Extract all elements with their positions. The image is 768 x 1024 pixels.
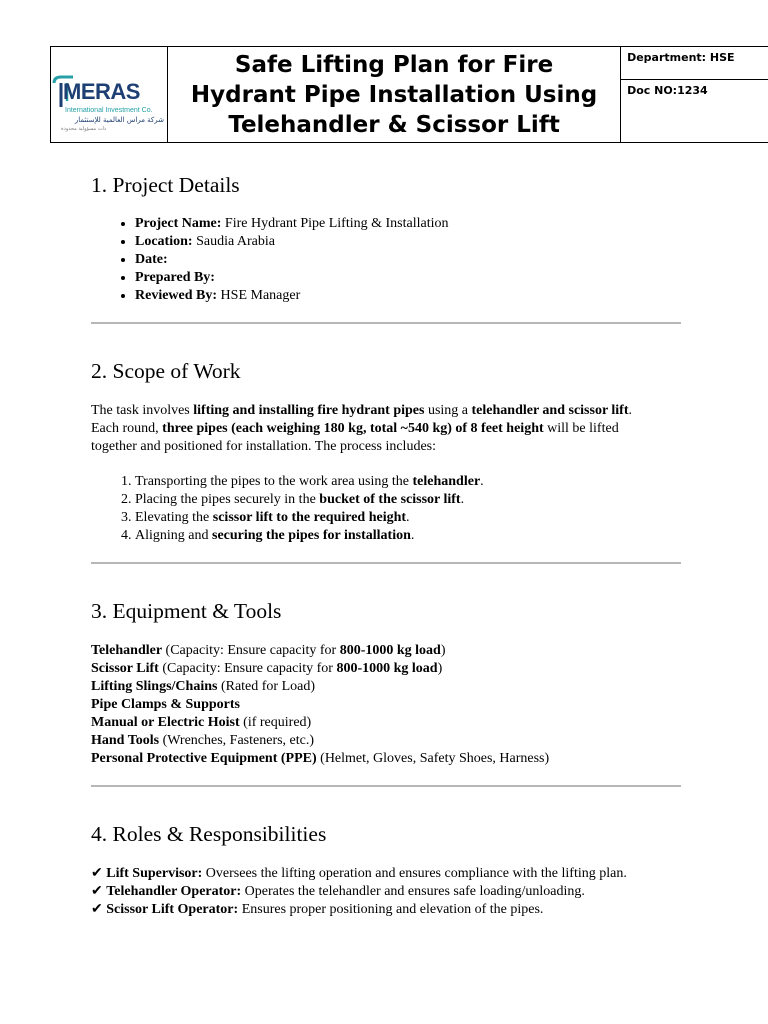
- department-cell: [621, 47, 768, 80]
- scope-paragraph: The task involves lifting and installing fire hydrant pipes using a telehandler and scissor lift. Each round, three pipes (each weighing 180 kg, total ~540 kg) of 8 feet height will be lifted together and positioned for installation. The process includes:: [91, 403, 633, 454]
- logo-cell: [51, 47, 168, 143]
- list-item: ✔ Scissor Lift Operator: Ensures proper positioning and elevation of the pipes.: [91, 902, 544, 917]
- roles-list: [91, 865, 681, 919]
- logo-wordmark: MERAS: [63, 79, 140, 104]
- process-steps-list: [91, 473, 681, 545]
- list-item: 1. Transporting the pipes to the work area using the telehandler.: [135, 473, 681, 491]
- list-item: 4. Aligning and securing the pipes for installation.: [135, 527, 681, 545]
- logo-subtitle: International Investment Co.: [65, 107, 153, 114]
- check-icon: ✔: [91, 866, 103, 881]
- doc-number: Doc NO:1234: [627, 84, 708, 97]
- document-title: Safe Lifting Plan for Fire Hydrant Pipe Installation Using Telehandler & Scissor Lift: [190, 52, 598, 138]
- list-item: • Date:: [135, 251, 681, 269]
- list-item: Hand Tools (Wrenches, Fasteners, etc.): [91, 733, 315, 748]
- list-item: • Project Name: Fire Hydrant Pipe Lifting & Installation: [135, 215, 681, 233]
- list-item: • Prepared By:: [135, 269, 681, 287]
- list-item: ✔ Lift Supervisor: Oversees the lifting operation and ensures compliance with the lifting plan.: [91, 866, 627, 881]
- check-icon: ✔: [91, 902, 103, 917]
- list-item: ✔ Telehandler Operator: Operates the telehandler and ensures safe loading/unloading.: [91, 884, 585, 899]
- list-item: Telehandler (Capacity: Ensure capacity for 800-1000 kg load): [91, 643, 446, 658]
- list-item: 3. Elevating the scissor lift to the required height.: [135, 509, 681, 527]
- section-heading-equipment: 3. Equipment & Tools: [91, 599, 282, 623]
- logo-arabic: شركة مراس العالمية للإستثمار: [74, 116, 164, 124]
- list-item: Lifting Slings/Chains (Rated for Load): [91, 679, 316, 694]
- list-item: • Location: Saudia Arabia: [135, 233, 681, 251]
- department-label: Department: HSE: [627, 51, 735, 64]
- doc-number-cell: [621, 80, 768, 143]
- logo-arabic-small: ذات مسؤولية محدودة: [61, 126, 107, 132]
- list-item: 2. Placing the pipes securely in the bucket of the scissor lift.: [135, 491, 681, 509]
- list-item: Personal Protective Equipment (PPE) (Helmet, Gloves, Safety Shoes, Harness): [91, 751, 550, 766]
- list-item: Pipe Clamps & Supports: [91, 697, 240, 712]
- document-header: [50, 46, 768, 143]
- document-body: [91, 170, 681, 919]
- title-cell: [168, 47, 621, 143]
- equipment-list: [91, 642, 681, 768]
- section-heading-roles: 4. Roles & Responsibilities: [91, 822, 327, 846]
- section-heading-scope: 2. Scope of Work: [91, 359, 241, 383]
- section-heading-project: 1. Project Details: [91, 173, 240, 197]
- company-logo: [51, 75, 169, 135]
- list-item: Scissor Lift (Capacity: Ensure capacity for 800-1000 kg load): [91, 661, 443, 676]
- project-details-list: [91, 215, 681, 305]
- list-item: Manual or Electric Hoist (if required): [91, 715, 312, 730]
- list-item: • Reviewed By: HSE Manager: [135, 287, 681, 305]
- check-icon: ✔: [91, 884, 103, 899]
